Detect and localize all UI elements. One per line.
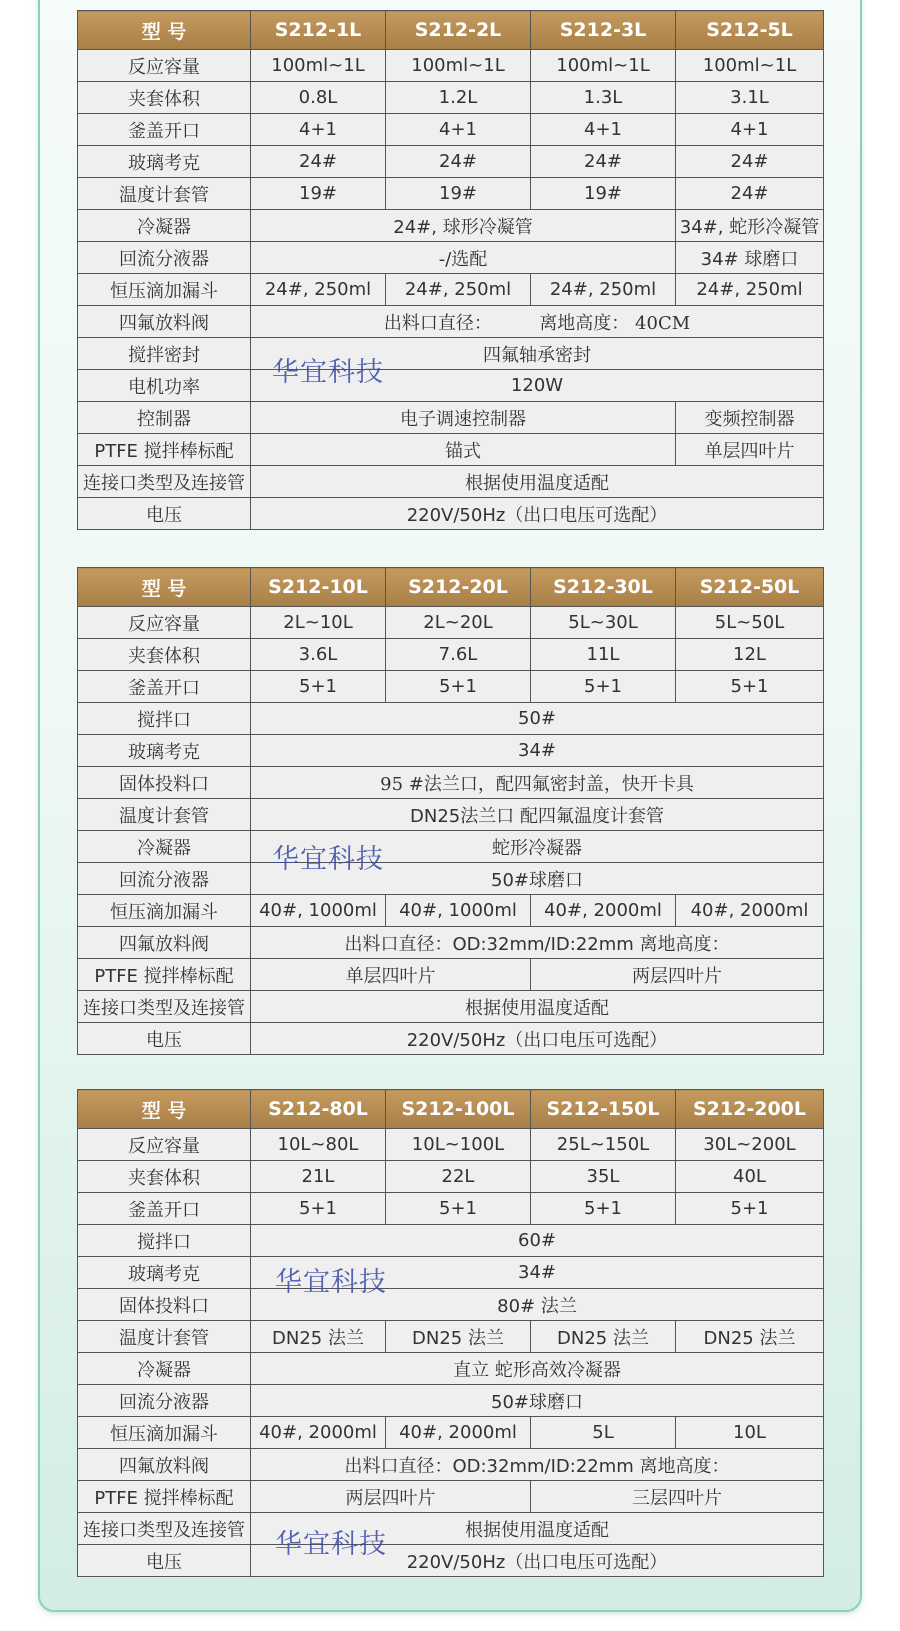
- row-label: PTFE 搅拌棒标配: [78, 1481, 251, 1513]
- table-row: [78, 767, 824, 799]
- table-row: [78, 1257, 824, 1289]
- cell: 22L: [386, 1161, 531, 1193]
- cell: DN25 法兰: [531, 1321, 676, 1353]
- cell: 7.6L: [386, 639, 531, 671]
- cell: 24#: [251, 146, 386, 178]
- spec-table-3: [77, 1089, 824, 1577]
- row-label: 恒压滴加漏斗: [78, 274, 251, 306]
- cell: 100ml~1L: [676, 50, 824, 82]
- table-row: [78, 498, 824, 530]
- cell: 5+1: [531, 1193, 676, 1225]
- model-name: S212-30L: [531, 568, 676, 607]
- cell: 根据使用温度适配: [251, 466, 824, 498]
- table-row: [78, 306, 824, 338]
- cell: -/选配: [251, 242, 676, 274]
- cell: 40#, 2000ml: [251, 1417, 386, 1449]
- row-label: 电压: [78, 1023, 251, 1055]
- cell: 5+1: [251, 671, 386, 703]
- row-label: 反应容量: [78, 607, 251, 639]
- cell: 24#, 250ml: [531, 274, 676, 306]
- row-label: 电机功率: [78, 370, 251, 402]
- row-label: 玻璃考克: [78, 735, 251, 767]
- table-row: [78, 1225, 824, 1257]
- cell: 5+1: [531, 671, 676, 703]
- cell: 40#, 1000ml: [386, 895, 531, 927]
- cell: 根据使用温度适配: [251, 1513, 824, 1545]
- cell: 3.6L: [251, 639, 386, 671]
- cell: 四氟轴承密封: [251, 338, 824, 370]
- row-label: 冷凝器: [78, 210, 251, 242]
- cell: 34#: [251, 735, 824, 767]
- cell: 34#: [251, 1257, 824, 1289]
- row-label: 温度计套管: [78, 1321, 251, 1353]
- row-label: 电压: [78, 1545, 251, 1577]
- model-name: S212-2L: [386, 11, 531, 50]
- row-label: 搅拌口: [78, 1225, 251, 1257]
- table-row: [78, 434, 824, 466]
- row-label: 冷凝器: [78, 1353, 251, 1385]
- row-label: PTFE 搅拌棒标配: [78, 959, 251, 991]
- row-label: 固体投料口: [78, 767, 251, 799]
- table-row: [78, 402, 824, 434]
- row-label: 连接口类型及连接管: [78, 1513, 251, 1545]
- table-row: [78, 927, 824, 959]
- table-row: [78, 466, 824, 498]
- table-row: [78, 1023, 824, 1055]
- row-label: 四氟放料阀: [78, 306, 251, 338]
- row-label: 反应容量: [78, 1129, 251, 1161]
- cell: 变频控制器: [676, 402, 824, 434]
- spec-table-2: [77, 567, 824, 1055]
- watermark-text: 华宜科技: [272, 844, 384, 875]
- row-label: 回流分液器: [78, 242, 251, 274]
- table-row: [78, 1321, 824, 1353]
- cell: 4+1: [531, 114, 676, 146]
- cell-text: 95: [380, 773, 404, 795]
- cell: 24#: [531, 146, 676, 178]
- table-row: [78, 82, 824, 114]
- table-row: [78, 639, 824, 671]
- cell: 220V/50Hz（出口电压可选配）: [251, 498, 824, 530]
- cell: 100ml~1L: [531, 50, 676, 82]
- cell: 24#, 250ml: [251, 274, 386, 306]
- model-header: 型 号: [78, 1090, 251, 1129]
- cell: 19#: [251, 178, 386, 210]
- row-label: 温度计套管: [78, 799, 251, 831]
- cell: 4+1: [386, 114, 531, 146]
- model-name: S212-5L: [676, 11, 824, 50]
- cell: 直立 蛇形高效冷凝器: [251, 1353, 824, 1385]
- row-label: PTFE 搅拌棒标配: [78, 434, 251, 466]
- cell: 出料口直径：OD:32mm/ID:22mm 离地高度：: [251, 927, 824, 959]
- cell: 40#, 1000ml: [251, 895, 386, 927]
- row-label: 四氟放料阀: [78, 927, 251, 959]
- cell: 220V/50Hz（出口电压可选配）: [251, 1023, 824, 1055]
- table-row: [78, 1385, 824, 1417]
- table-row: [78, 991, 824, 1023]
- cell-text: 离地高度：: [539, 312, 630, 334]
- spec-table-1: [77, 10, 824, 530]
- table-row: [78, 895, 824, 927]
- cell: 两层四叶片: [531, 959, 824, 991]
- table-row: [78, 370, 824, 402]
- cell: 120W: [251, 370, 824, 402]
- cell-text: #法兰口，配四氟密封盖，快开卡具: [403, 773, 694, 795]
- table-row: [78, 863, 824, 895]
- cell: 5+1: [676, 671, 824, 703]
- cell: 5+1: [251, 1193, 386, 1225]
- cell: 4+1: [251, 114, 386, 146]
- model-header: 型 号: [78, 568, 251, 607]
- cell: 34# 球磨口: [676, 242, 824, 274]
- cell: 30L~200L: [676, 1129, 824, 1161]
- cell: 10L~100L: [386, 1129, 531, 1161]
- cell: 2L~20L: [386, 607, 531, 639]
- row-label: 连接口类型及连接管: [78, 991, 251, 1023]
- table-row: [78, 735, 824, 767]
- cell: 24#: [676, 146, 824, 178]
- table-row: [78, 1417, 824, 1449]
- table-row: [78, 831, 824, 863]
- table-row: [78, 799, 824, 831]
- cell: 4+1: [676, 114, 824, 146]
- cell: 根据使用温度适配: [251, 991, 824, 1023]
- cell: 10L: [676, 1417, 824, 1449]
- header-row: [78, 1090, 824, 1129]
- table-row: [78, 703, 824, 735]
- cell: DN25法兰口 配四氟温度计套管: [251, 799, 824, 831]
- cell: 5L: [531, 1417, 676, 1449]
- table-row: [78, 146, 824, 178]
- cell: DN25 法兰: [386, 1321, 531, 1353]
- row-label: 玻璃考克: [78, 1257, 251, 1289]
- cell: 80# 法兰: [251, 1289, 824, 1321]
- cell: 锚式: [251, 434, 676, 466]
- cell: 2L~10L: [251, 607, 386, 639]
- cell: 24#, 250ml: [676, 274, 824, 306]
- cell: 12L: [676, 639, 824, 671]
- row-label: 恒压滴加漏斗: [78, 895, 251, 927]
- model-header: 型 号: [78, 11, 251, 50]
- cell: 11L: [531, 639, 676, 671]
- model-name: S212-80L: [251, 1090, 386, 1129]
- header-row: [78, 568, 824, 607]
- cell: 220V/50Hz（出口电压可选配）: [251, 1545, 824, 1577]
- row-label: 电压: [78, 498, 251, 530]
- row-label: 玻璃考克: [78, 146, 251, 178]
- cell: 三层四叶片: [531, 1481, 824, 1513]
- cell: 两层四叶片: [251, 1481, 531, 1513]
- cell: 21L: [251, 1161, 386, 1193]
- row-label: 恒压滴加漏斗: [78, 1417, 251, 1449]
- cell: 25L~150L: [531, 1129, 676, 1161]
- row-label: 釜盖开口: [78, 1193, 251, 1225]
- row-label: 釜盖开口: [78, 114, 251, 146]
- row-label: 夹套体积: [78, 639, 251, 671]
- table-row: [78, 671, 824, 703]
- cell: 10L~80L: [251, 1129, 386, 1161]
- row-label: 回流分液器: [78, 1385, 251, 1417]
- table-row: [78, 1513, 824, 1545]
- cell: 1.3L: [531, 82, 676, 114]
- cell: DN25 法兰: [251, 1321, 386, 1353]
- cell: 19#: [531, 178, 676, 210]
- cell: 5+1: [386, 671, 531, 703]
- cell: 19#: [386, 178, 531, 210]
- row-label: 反应容量: [78, 50, 251, 82]
- cell: 50#球磨口: [251, 863, 824, 895]
- cell-text: 出料口直径：: [383, 312, 492, 334]
- row-label: 四氟放料阀: [78, 1449, 251, 1481]
- cell: 40#, 2000ml: [386, 1417, 531, 1449]
- cell: DN25 法兰: [676, 1321, 824, 1353]
- cell: 60#: [251, 1225, 824, 1257]
- cell: 40#, 2000ml: [676, 895, 824, 927]
- cell: 单层四叶片: [676, 434, 824, 466]
- table-row: [78, 1161, 824, 1193]
- cell: 0.8L: [251, 82, 386, 114]
- cell-text: 40CM: [635, 312, 691, 334]
- cell: 蛇形冷凝器: [251, 831, 824, 863]
- table-row: [78, 1449, 824, 1481]
- watermark-text: 华宜科技: [272, 357, 384, 388]
- table-row: [78, 1545, 824, 1577]
- row-label: 冷凝器: [78, 831, 251, 863]
- cell: 50#球磨口: [251, 1385, 824, 1417]
- cell: 100ml~1L: [386, 50, 531, 82]
- cell: 40#, 2000ml: [531, 895, 676, 927]
- model-name: S212-50L: [676, 568, 824, 607]
- table-row: [78, 1129, 824, 1161]
- row-label: 夹套体积: [78, 82, 251, 114]
- cell: 5+1: [386, 1193, 531, 1225]
- row-label: 控制器: [78, 402, 251, 434]
- cell: [251, 306, 824, 338]
- cell: 35L: [531, 1161, 676, 1193]
- table-row: [78, 274, 824, 306]
- cell: 5+1: [676, 1193, 824, 1225]
- model-name: S212-20L: [386, 568, 531, 607]
- row-label: 搅拌口: [78, 703, 251, 735]
- cell: 5L~50L: [676, 607, 824, 639]
- cell: 24#: [386, 146, 531, 178]
- cell: 24#: [676, 178, 824, 210]
- model-name: S212-10L: [251, 568, 386, 607]
- cell: 50#: [251, 703, 824, 735]
- cell: 1.2L: [386, 82, 531, 114]
- table-row: [78, 338, 824, 370]
- row-label: 固体投料口: [78, 1289, 251, 1321]
- watermark-text: 华宜科技: [275, 1529, 387, 1560]
- table-row: [78, 50, 824, 82]
- model-name: S212-150L: [531, 1090, 676, 1129]
- cell: 出料口直径：OD:32mm/ID:22mm 离地高度：: [251, 1449, 824, 1481]
- model-name: S212-200L: [676, 1090, 824, 1129]
- table-row: [78, 1353, 824, 1385]
- model-name: S212-100L: [386, 1090, 531, 1129]
- row-label: 回流分液器: [78, 863, 251, 895]
- cell: 24#, 250ml: [386, 274, 531, 306]
- table-row: [78, 178, 824, 210]
- cell: [251, 767, 824, 799]
- table-row: [78, 210, 824, 242]
- watermark-text: 华宜科技: [275, 1267, 387, 1298]
- table-row: [78, 607, 824, 639]
- table-row: [78, 114, 824, 146]
- cell: 5L~30L: [531, 607, 676, 639]
- table-row: [78, 242, 824, 274]
- header-row: [78, 11, 824, 50]
- cell: 3.1L: [676, 82, 824, 114]
- cell: 单层四叶片: [251, 959, 531, 991]
- row-label: 温度计套管: [78, 178, 251, 210]
- table-row: [78, 1481, 824, 1513]
- row-label: 连接口类型及连接管: [78, 466, 251, 498]
- cell: 24#, 球形冷凝管: [251, 210, 676, 242]
- table-row: [78, 1289, 824, 1321]
- cell: 100ml~1L: [251, 50, 386, 82]
- row-label: 搅拌密封: [78, 338, 251, 370]
- cell: 34#, 蛇形冷凝管: [676, 210, 824, 242]
- table-row: [78, 1193, 824, 1225]
- model-name: S212-3L: [531, 11, 676, 50]
- cell: 电子调速控制器: [251, 402, 676, 434]
- model-name: S212-1L: [251, 11, 386, 50]
- table-row: [78, 959, 824, 991]
- cell: 40L: [676, 1161, 824, 1193]
- row-label: 夹套体积: [78, 1161, 251, 1193]
- row-label: 釜盖开口: [78, 671, 251, 703]
